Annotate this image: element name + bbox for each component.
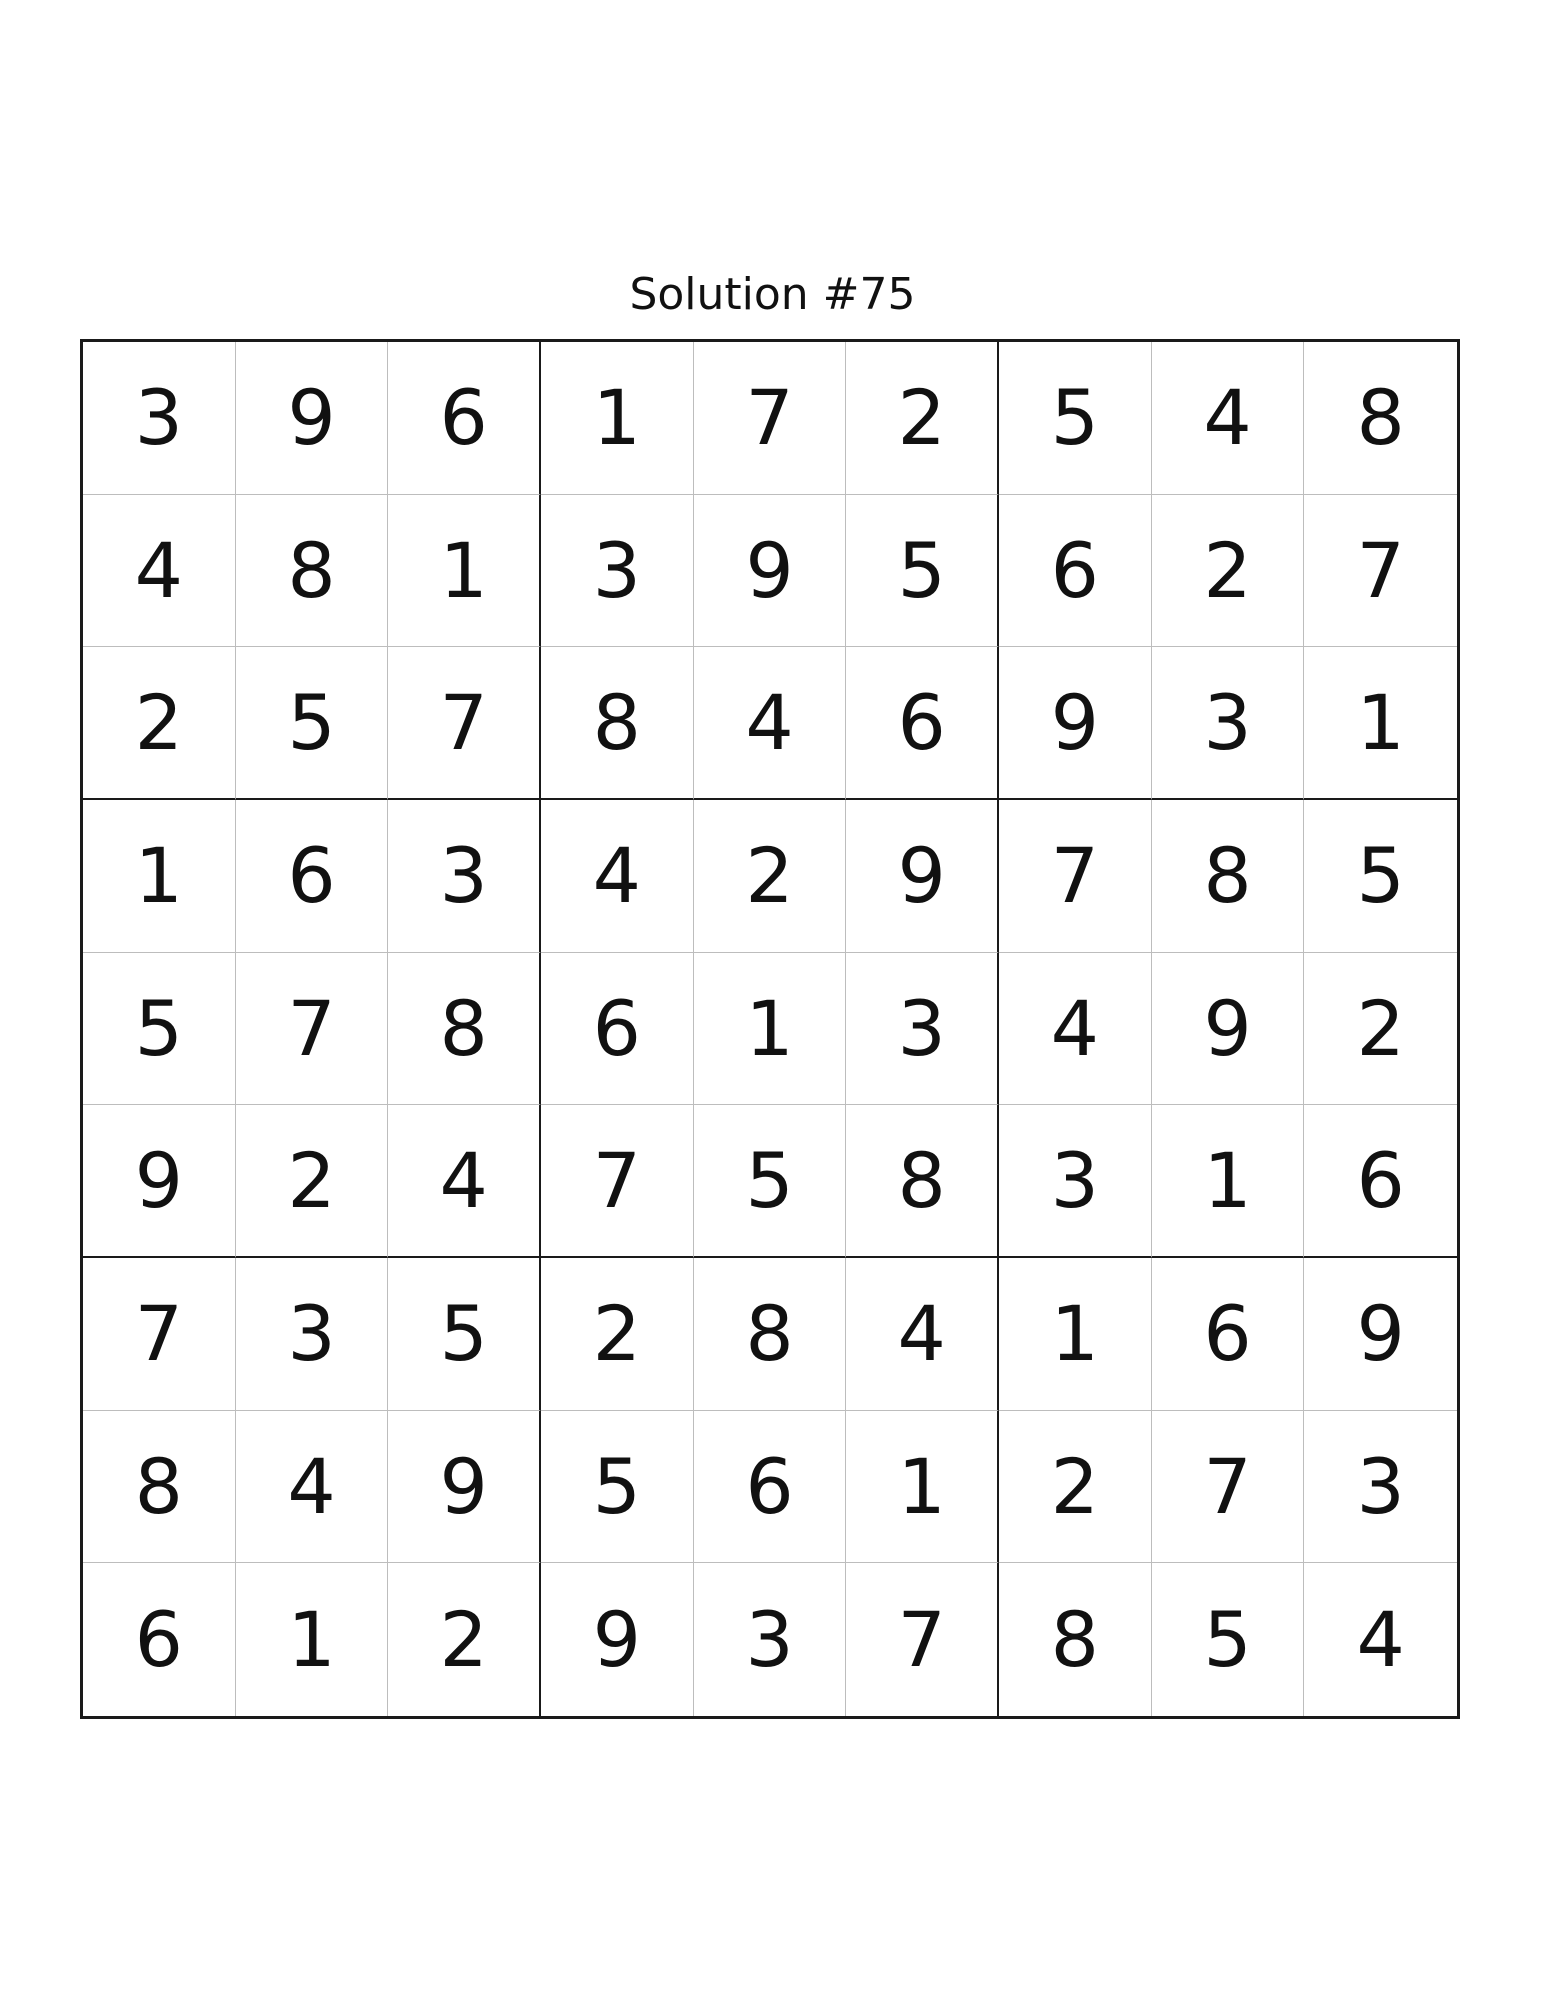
sudoku-cell[interactable]: 7 xyxy=(694,342,847,495)
sudoku-cell[interactable]: 5 xyxy=(1304,800,1457,953)
puzzle-title: Solution #75 xyxy=(629,269,916,320)
sudoku-cell[interactable]: 3 xyxy=(83,342,236,495)
sudoku-cell[interactable]: 4 xyxy=(541,800,694,953)
sudoku-cell[interactable]: 8 xyxy=(999,1563,1152,1716)
sudoku-cell[interactable]: 7 xyxy=(1152,1411,1305,1564)
sudoku-cell[interactable]: 8 xyxy=(1304,342,1457,495)
sudoku-cell[interactable]: 6 xyxy=(236,800,389,953)
sudoku-grid xyxy=(80,339,1460,1719)
sudoku-cell[interactable]: 9 xyxy=(1304,1258,1457,1411)
sudoku-cell[interactable]: 1 xyxy=(541,342,694,495)
sudoku-cell[interactable]: 8 xyxy=(694,1258,847,1411)
sudoku-cell[interactable]: 6 xyxy=(541,953,694,1106)
sudoku-cell[interactable]: 3 xyxy=(236,1258,389,1411)
sudoku-cell[interactable]: 9 xyxy=(388,1411,541,1564)
sudoku-cell[interactable]: 6 xyxy=(1152,1258,1305,1411)
sudoku-cell[interactable]: 6 xyxy=(846,647,999,800)
sudoku-cell[interactable]: 9 xyxy=(236,342,389,495)
sudoku-cell[interactable]: 9 xyxy=(846,800,999,953)
sudoku-cell[interactable]: 4 xyxy=(83,495,236,648)
sudoku-cell[interactable]: 1 xyxy=(83,800,236,953)
sudoku-cell[interactable]: 5 xyxy=(541,1411,694,1564)
sudoku-cell[interactable]: 5 xyxy=(1152,1563,1305,1716)
sudoku-cell[interactable]: 3 xyxy=(1304,1411,1457,1564)
sudoku-cell[interactable]: 1 xyxy=(236,1563,389,1716)
sudoku-cell[interactable]: 4 xyxy=(694,647,847,800)
sudoku-cell[interactable]: 7 xyxy=(83,1258,236,1411)
sudoku-cell[interactable]: 7 xyxy=(541,1105,694,1258)
sudoku-cell[interactable]: 2 xyxy=(1304,953,1457,1106)
sudoku-cell[interactable]: 5 xyxy=(388,1258,541,1411)
sudoku-cell[interactable]: 8 xyxy=(236,495,389,648)
sudoku-cell[interactable]: 1 xyxy=(1304,647,1457,800)
sudoku-cell[interactable]: 8 xyxy=(83,1411,236,1564)
sudoku-cell[interactable]: 4 xyxy=(388,1105,541,1258)
sudoku-cell[interactable]: 8 xyxy=(541,647,694,800)
sudoku-cell[interactable]: 6 xyxy=(999,495,1152,648)
sudoku-cell[interactable]: 2 xyxy=(846,342,999,495)
sudoku-cell[interactable]: 9 xyxy=(1152,953,1305,1106)
sudoku-cell[interactable]: 3 xyxy=(694,1563,847,1716)
sudoku-cell[interactable]: 3 xyxy=(388,800,541,953)
sudoku-cell[interactable]: 4 xyxy=(999,953,1152,1106)
sudoku-cell[interactable]: 3 xyxy=(1152,647,1305,800)
sudoku-cell[interactable]: 7 xyxy=(1304,495,1457,648)
sudoku-cell[interactable]: 6 xyxy=(83,1563,236,1716)
sudoku-cell[interactable]: 6 xyxy=(388,342,541,495)
sudoku-cell[interactable]: 8 xyxy=(846,1105,999,1258)
sudoku-cell[interactable]: 6 xyxy=(1304,1105,1457,1258)
sudoku-cell[interactable]: 1 xyxy=(694,953,847,1106)
sudoku-cell[interactable]: 4 xyxy=(846,1258,999,1411)
sudoku-cell[interactable]: 8 xyxy=(388,953,541,1106)
sudoku-cell[interactable]: 4 xyxy=(1304,1563,1457,1716)
sudoku-cell[interactable]: 1 xyxy=(1152,1105,1305,1258)
sudoku-cell[interactable]: 2 xyxy=(83,647,236,800)
sudoku-cell[interactable]: 5 xyxy=(83,953,236,1106)
sudoku-cell[interactable]: 5 xyxy=(999,342,1152,495)
sudoku-cell[interactable]: 8 xyxy=(1152,800,1305,953)
sudoku-cell[interactable]: 9 xyxy=(541,1563,694,1716)
sudoku-cell[interactable]: 1 xyxy=(999,1258,1152,1411)
sudoku-cell[interactable]: 7 xyxy=(999,800,1152,953)
sudoku-cell[interactable]: 3 xyxy=(541,495,694,648)
sudoku-cell[interactable]: 7 xyxy=(236,953,389,1106)
sudoku-cell[interactable]: 5 xyxy=(694,1105,847,1258)
sudoku-cell[interactable]: 2 xyxy=(999,1411,1152,1564)
sudoku-cell[interactable]: 4 xyxy=(1152,342,1305,495)
sudoku-cell[interactable]: 2 xyxy=(1152,495,1305,648)
sudoku-cell[interactable]: 2 xyxy=(541,1258,694,1411)
sudoku-cell[interactable]: 3 xyxy=(999,1105,1152,1258)
sudoku-cell[interactable]: 1 xyxy=(846,1411,999,1564)
sudoku-cell[interactable]: 2 xyxy=(236,1105,389,1258)
sudoku-cell[interactable]: 6 xyxy=(694,1411,847,1564)
sudoku-cell[interactable]: 5 xyxy=(846,495,999,648)
sudoku-cell[interactable]: 1 xyxy=(388,495,541,648)
sudoku-cell[interactable]: 2 xyxy=(694,800,847,953)
sudoku-cell[interactable]: 2 xyxy=(388,1563,541,1716)
sudoku-cell[interactable]: 9 xyxy=(694,495,847,648)
sudoku-cell[interactable]: 7 xyxy=(846,1563,999,1716)
sudoku-cell[interactable]: 4 xyxy=(236,1411,389,1564)
sudoku-cell[interactable]: 5 xyxy=(236,647,389,800)
sudoku-cell[interactable]: 3 xyxy=(846,953,999,1106)
sudoku-cell[interactable]: 9 xyxy=(999,647,1152,800)
sudoku-cell[interactable]: 9 xyxy=(83,1105,236,1258)
sudoku-cell[interactable]: 7 xyxy=(388,647,541,800)
